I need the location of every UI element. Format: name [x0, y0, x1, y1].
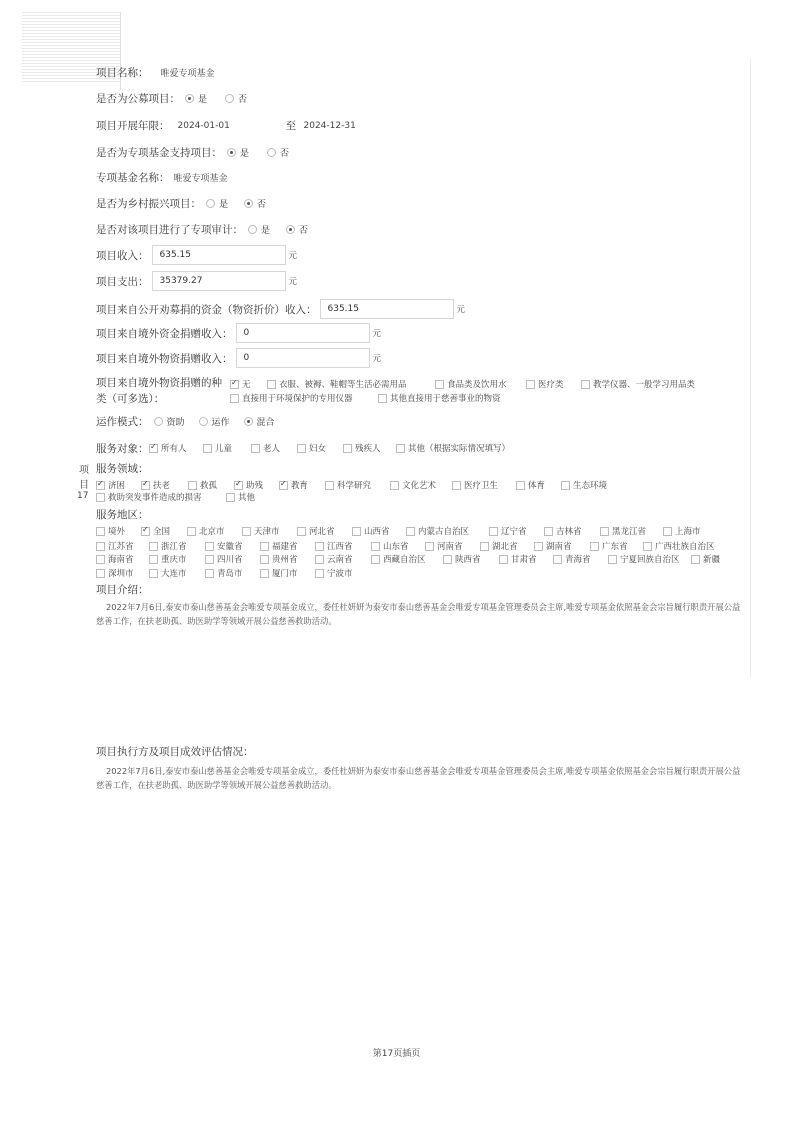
operation-mode-radio[interactable]: [244, 417, 253, 426]
checkbox[interactable]: [230, 380, 239, 389]
checkbox[interactable]: [378, 394, 387, 403]
service-field-option[interactable]: ✓ 教育: [279, 479, 308, 491]
service-field-label: 服务领域：: [96, 463, 149, 475]
checkbox[interactable]: [226, 493, 235, 502]
checkbox[interactable]: [371, 542, 380, 551]
checkbox[interactable]: [534, 542, 543, 551]
checkbox[interactable]: [149, 555, 158, 564]
expense-unit: 元: [288, 277, 298, 287]
service-region-option[interactable]: 重庆市: [149, 553, 187, 565]
special-fund-support-yes-radio[interactable]: [227, 148, 236, 157]
checkbox[interactable]: [425, 542, 434, 551]
period-label: 项目开展年限：: [96, 120, 170, 132]
checkbox[interactable]: [279, 481, 288, 490]
service-region-option[interactable]: 湖南省: [534, 540, 572, 552]
public-donation-income-input[interactable]: 635.15: [320, 299, 454, 319]
checkbox[interactable]: [260, 555, 269, 564]
special-fund-support-no-label: 否: [280, 149, 290, 159]
service-region-option[interactable]: 深圳市: [96, 567, 134, 579]
service-region-option[interactable]: 江苏省: [96, 540, 134, 552]
service-target-option[interactable]: 残疾人: [343, 442, 381, 454]
service-target-option[interactable]: ✓ 所有人: [149, 442, 187, 454]
service-region-option[interactable]: 青海省: [553, 553, 591, 565]
checkbox[interactable]: [435, 380, 444, 389]
checkbox[interactable]: [325, 481, 334, 490]
checkbox[interactable]: [581, 380, 590, 389]
income-row: [96, 245, 297, 265]
special-audit-yes-label: 是: [261, 226, 271, 236]
special-audit-no-radio[interactable]: [286, 225, 295, 234]
service-region-option[interactable]: 陕西省: [443, 553, 481, 565]
public-fundraising-no-label: 否: [238, 95, 248, 105]
checkbox[interactable]: [526, 380, 535, 389]
service-field-option[interactable]: 救助突发事件造成的损害: [96, 491, 202, 503]
public-fundraising-yes-radio[interactable]: [185, 94, 194, 103]
service-field-option[interactable]: 体育: [516, 479, 545, 491]
checkbox[interactable]: [663, 527, 672, 536]
expense-label: 项目支出：: [96, 275, 149, 288]
rural-revitalization-yes-radio[interactable]: [206, 199, 215, 208]
goods-type-option[interactable]: 衣服、被褥、鞋帽等生活必需用品: [267, 378, 407, 390]
checkbox[interactable]: [96, 555, 105, 564]
checkbox[interactable]: [443, 555, 452, 564]
goods-type-option[interactable]: 其他直接用于慈善事业的物资: [378, 392, 501, 404]
special-fund-support-row: [96, 145, 293, 160]
checkbox[interactable]: [315, 542, 324, 551]
service-field-option[interactable]: 科学研究: [325, 479, 371, 491]
checkbox[interactable]: [561, 481, 570, 490]
service-region-option[interactable]: 境外: [96, 525, 125, 537]
checkbox[interactable]: [396, 444, 405, 453]
service-field-option[interactable]: 生态环境: [561, 479, 607, 491]
checkbox[interactable]: [96, 542, 105, 551]
checkbox[interactable]: [480, 542, 489, 551]
service-region-label-row: [96, 507, 149, 522]
service-region-option[interactable]: 贵州省: [260, 553, 298, 565]
service-region-option[interactable]: 天津市: [242, 525, 280, 537]
service-region-option[interactable]: 四川省: [205, 553, 243, 565]
income-input[interactable]: 635.15: [152, 245, 286, 265]
project-name-row: [96, 65, 215, 80]
public-donation-income-unit: 元: [456, 305, 466, 315]
service-region-option[interactable]: 山西省: [352, 525, 390, 537]
rural-revitalization-no-label: 否: [257, 200, 267, 210]
service-field-option[interactable]: ✓ 扶老: [141, 479, 170, 491]
checkbox[interactable]: [205, 542, 214, 551]
checkbox[interactable]: [260, 542, 269, 551]
evaluation-text: 2022年7月6日,泰安市泰山慈善基金会唯爱专项基金成立，委任杜妍妍为泰安市泰山慈善基金会唯爱专项基金管理委员会主席,唯爱专项基金依照基金会宗旨履行职责开展公益慈善工作，在扶老助孤、助医助学等领域开展公益慈善救助活动。: [96, 766, 741, 790]
special-fund-name-label: 专项基金名称：: [96, 172, 170, 184]
service-region-option[interactable]: 青岛市: [205, 567, 243, 579]
service-region-option[interactable]: 甘肃省: [499, 553, 537, 565]
special-audit-label: 是否对该项目进行了专项审计：: [96, 224, 243, 236]
checkbox[interactable]: [516, 481, 525, 490]
checkbox[interactable]: [141, 481, 150, 490]
project-name-value: 唯爱专项基金: [160, 69, 215, 79]
overseas-fund-income-label: 项目来自境外资金捐赠收入：: [96, 327, 233, 340]
checkbox[interactable]: [590, 542, 599, 551]
overseas-fund-income-unit: 元: [372, 329, 382, 339]
service-region-option[interactable]: 湖北省: [480, 540, 518, 552]
service-region-option[interactable]: 河南省: [425, 540, 463, 552]
checkbox[interactable]: [242, 527, 251, 536]
checkbox[interactable]: [96, 481, 105, 490]
checkbox[interactable]: [96, 569, 105, 578]
service-target-label-row: [96, 441, 149, 456]
public-donation-income-row: [96, 299, 465, 319]
checkbox[interactable]: [205, 555, 214, 564]
public-fundraising-label: 是否为公募项目：: [96, 93, 180, 105]
checkbox[interactable]: [315, 569, 324, 578]
special-fund-support-label: 是否为专项基金支持项目：: [96, 147, 222, 159]
checkbox[interactable]: [96, 493, 105, 502]
checkbox[interactable]: [188, 481, 197, 490]
overseas-fund-income-row: [96, 323, 381, 343]
rural-revitalization-row: [96, 196, 270, 211]
service-region-option[interactable]: 云南省: [315, 553, 353, 565]
rural-revitalization-label: 是否为乡村振兴项目：: [96, 198, 201, 210]
checkbox[interactable]: [544, 527, 553, 536]
service-target-option[interactable]: 其他（根据实际情况填写）: [396, 442, 510, 454]
goods-type-option[interactable]: ✓ 无: [230, 378, 251, 390]
service-target-option[interactable]: 老人: [251, 442, 280, 454]
service-region-option[interactable]: 山东省: [371, 540, 409, 552]
checkbox[interactable]: [315, 555, 324, 564]
rural-revitalization-no-radio[interactable]: [244, 199, 253, 208]
service-region-option[interactable]: 上海市: [663, 525, 701, 537]
service-region-option[interactable]: 西藏自治区: [371, 553, 426, 565]
service-field-label-row: [96, 461, 149, 476]
checkbox[interactable]: [343, 444, 352, 453]
goods-type-option[interactable]: 教学仪器、一般学习用品类: [581, 378, 695, 390]
checkbox[interactable]: [390, 481, 399, 490]
period-row: [96, 118, 356, 133]
introduction-text: 2022年7月6日,泰安市泰山慈善基金会唯爱专项基金成立，委任杜妍妍为泰安市泰山慈善基金会唯爱专项基金管理委员会主席,唯爱专项基金依照基金会宗旨履行职责开展公益慈善工作，在扶老助孤、助医助学等领域开展公益慈善救助活动。: [96, 602, 741, 626]
checkbox[interactable]: [553, 555, 562, 564]
overseas-goods-income-input[interactable]: 0: [236, 348, 370, 368]
checkbox[interactable]: [234, 481, 243, 490]
checkbox[interactable]: [205, 569, 214, 578]
overseas-goods-income-unit: 元: [372, 354, 382, 364]
overseas-goods-income-label: 项目来自境外物资捐赠收入：: [96, 352, 233, 365]
goods-type-option[interactable]: 医疗类: [526, 378, 564, 390]
service-region-option[interactable]: 广西壮族自治区: [643, 540, 715, 552]
special-fund-name-value: 唯爱专项基金: [173, 174, 228, 184]
checkbox[interactable]: [203, 444, 212, 453]
checkbox[interactable]: [352, 527, 361, 536]
special-audit-no-label: 否: [299, 226, 309, 236]
service-region-option[interactable]: 江西省: [315, 540, 353, 552]
introduction-label: 项目介绍：: [96, 584, 149, 596]
checkbox[interactable]: [499, 555, 508, 564]
goods-types-label-2: 类（可多选）：: [96, 393, 165, 405]
service-field-option[interactable]: ✓ 助残: [234, 479, 263, 491]
checkbox[interactable]: [600, 527, 609, 536]
period-to-label: 至: [285, 120, 296, 132]
special-fund-support-no-radio[interactable]: [267, 148, 276, 157]
expense-row: [96, 271, 297, 291]
checkbox[interactable]: [406, 527, 415, 536]
public-fundraising-row: [96, 91, 251, 106]
service-region-option[interactable]: 安徽省: [205, 540, 243, 552]
service-field-option[interactable]: 救孤: [188, 479, 217, 491]
checkbox[interactable]: [643, 542, 652, 551]
service-field-option[interactable]: 文化艺术: [390, 479, 436, 491]
special-audit-row: [96, 222, 312, 237]
service-region-option[interactable]: 大连市: [149, 567, 187, 579]
page-edge: [750, 58, 751, 678]
service-region-option[interactable]: 广东省: [590, 540, 628, 552]
checkbox[interactable]: [608, 555, 617, 564]
checkbox[interactable]: [297, 444, 306, 453]
operation-mode-label: 运作模式：: [96, 416, 149, 428]
rural-revitalization-yes-label: 是: [219, 200, 229, 210]
public-fundraising-no-radio[interactable]: [225, 94, 234, 103]
evaluation-label: 项目执行方及项目成效评估情况：: [96, 746, 254, 758]
service-region-option[interactable]: 厦门市: [260, 567, 298, 579]
side-label-2: 目: [79, 480, 89, 491]
checkbox[interactable]: [260, 569, 269, 578]
service-region-option[interactable]: 吉林省: [544, 525, 582, 537]
service-region-option[interactable]: 宁夏回族自治区: [608, 553, 680, 565]
goods-type-option[interactable]: 食品类及饮用水: [435, 378, 507, 390]
service-region-option[interactable]: 福建省: [260, 540, 298, 552]
service-region-option[interactable]: 新疆: [691, 553, 720, 565]
public-fundraising-yes-label: 是: [198, 95, 208, 105]
operation-mode-radio[interactable]: [154, 417, 163, 426]
evaluation-label-row: [96, 744, 254, 759]
checkbox[interactable]: [96, 527, 105, 536]
service-region-option[interactable]: 河北省: [297, 525, 335, 537]
side-label-1: 项: [79, 465, 89, 476]
service-region-option[interactable]: 黑龙江省: [600, 525, 646, 537]
side-label-3: 17: [77, 491, 89, 501]
income-label: 项目收入：: [96, 249, 149, 262]
checkbox[interactable]: [187, 527, 196, 536]
public-donation-income-label: 项目来自公开劝募捐的资金（物资折价）收入：: [96, 303, 317, 316]
income-unit: 元: [288, 251, 298, 261]
checkbox[interactable]: [452, 481, 461, 490]
goods-types-label-1: 项目来自境外物资捐赠的种: [96, 377, 222, 389]
service-region-option[interactable]: 宁波市: [315, 567, 353, 579]
service-target-option[interactable]: 妇女: [297, 442, 326, 454]
service-region-label: 服务地区：: [96, 509, 149, 521]
expense-input[interactable]: 35379.27: [152, 271, 286, 291]
service-region-option[interactable]: 辽宁省: [489, 525, 527, 537]
service-field-option[interactable]: 其他: [226, 491, 255, 503]
goods-type-option[interactable]: 直接用于环境保护的专用仪器: [230, 392, 353, 404]
checkbox[interactable]: [149, 569, 158, 578]
overseas-fund-income-input[interactable]: 0: [236, 323, 370, 343]
introduction-label-row: [96, 582, 149, 597]
checkbox[interactable]: [230, 394, 239, 403]
operation-mode-radio[interactable]: [199, 417, 208, 426]
service-field-option[interactable]: ✓ 济困: [96, 479, 125, 491]
operation-mode-row: 运作模式： 资助 运作 混合: [96, 416, 275, 428]
service-target-label: 服务对象：: [96, 443, 149, 455]
service-region-option[interactable]: ✓ 全国: [141, 525, 170, 537]
checkbox[interactable]: [149, 444, 158, 453]
special-fund-name-row: [96, 170, 228, 185]
service-region-option[interactable]: 浙江省: [149, 540, 187, 552]
checkbox[interactable]: [141, 527, 150, 536]
service-region-option[interactable]: 内蒙古自治区: [406, 525, 469, 537]
service-region-option[interactable]: 海南省: [96, 553, 134, 565]
checkbox[interactable]: [297, 527, 306, 536]
checkbox[interactable]: [149, 542, 158, 551]
special-audit-yes-radio[interactable]: [248, 225, 257, 234]
checkbox[interactable]: [267, 380, 276, 389]
service-field-option[interactable]: 医疗卫生: [452, 479, 498, 491]
checkbox[interactable]: [251, 444, 260, 453]
special-fund-support-yes-label: 是: [240, 149, 250, 159]
project-name-label: 项目名称：: [96, 67, 149, 79]
page-footer: 第17页插页: [372, 1049, 421, 1059]
checkbox[interactable]: [489, 527, 498, 536]
period-start-field[interactable]: 2024-01-01: [177, 120, 230, 131]
checkbox[interactable]: [371, 555, 380, 564]
period-end-field[interactable]: 2024-12-31: [303, 120, 356, 131]
service-target-option[interactable]: 儿童: [203, 442, 232, 454]
checkbox[interactable]: [691, 555, 700, 564]
overseas-goods-income-row: [96, 348, 381, 368]
service-region-option[interactable]: 北京市: [187, 525, 225, 537]
